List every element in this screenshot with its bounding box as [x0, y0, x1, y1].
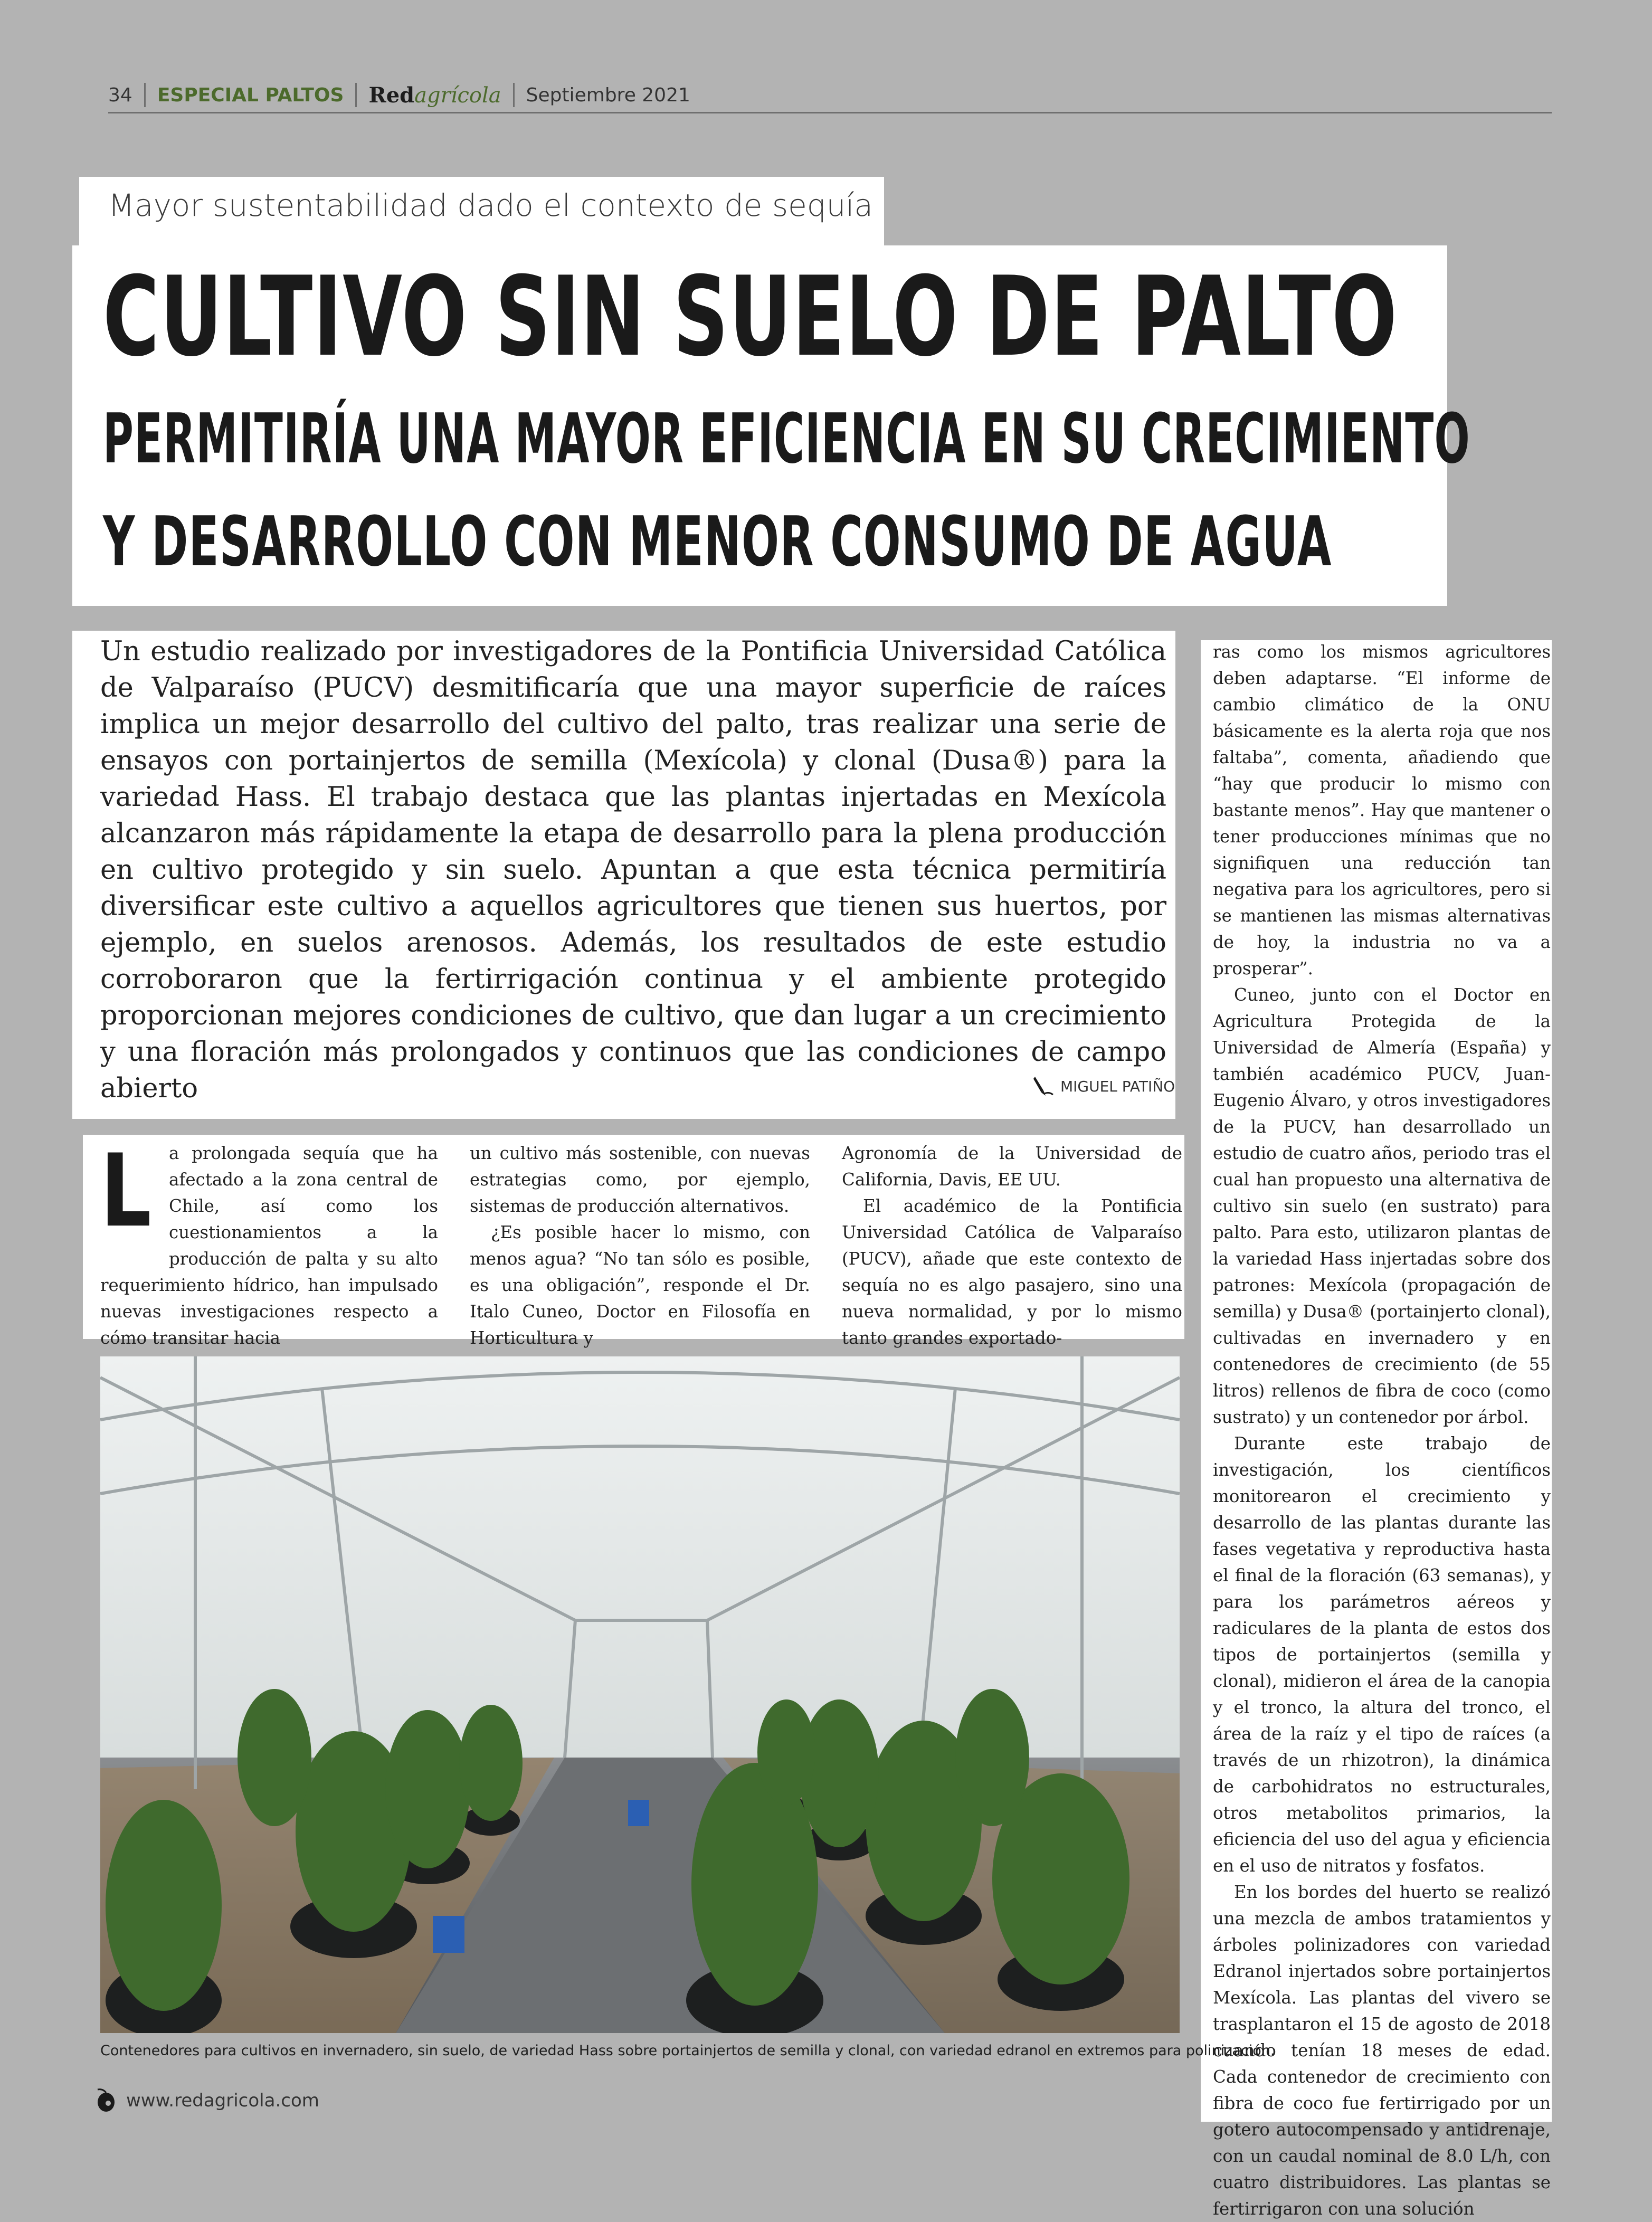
photo-caption: Contenedores para cultivos en invernadero, sin suelo, de variedad Hass sobre portainjertos de semilla y clonal, con variedad edranol en extremos para polinización. [100, 2043, 1275, 2059]
byline [1032, 1075, 1175, 1098]
pen-icon [1032, 1075, 1055, 1098]
page-number: 34 [108, 84, 132, 106]
body-paragraph: ¿Es posible hacer lo mismo, con menos agua? “No tan sólo es posible, es una obligación”, responde el Dr. Italo Cuneo, Doctor en Filosofía en Horticultura y [470, 1222, 810, 1348]
issue-date: Septiembre 2021 [526, 84, 690, 106]
lead-paragraph: Un estudio realizado por investigadores de la Pontificia Universidad Católica de Valparaíso (PUCV) desmitificaría que una mayor superficie de raíces implica un mejor desarrollo del cultivo del palto, tras realizar una serie de ensayos con portainjertos de semilla (Mexícola) y clonal (Dusa®) para la variedad Hass. El trabajo destaca que las plantas injertadas en Mexícola alcanzaron más rápidamente la etapa de desarrollo para la plena producción en cultivo protegido y sin suelo. Apuntan a que esta técnica permitiría diversificar este cultivo a aquellos agricultores que tienen sus huertos, por ejemplo, en suelos arenosos. Además, los resultados de este estudio corroboraron que la fertirrigación continua y el ambiente protegido proporcionan mejores condiciones de cultivo, que dan lugar a un crecimiento y una floración más prolongados y continuos que las condiciones de campo abierto [100, 636, 1166, 1104]
article-subtitle-line1: PERMITIRÍA UNA MAYOR EFICIENCIA EN SU CRECIMIENTO [103, 398, 1470, 479]
body-paragraph: Agronomía de la Universidad de California, Davis, EE UU. [842, 1143, 1182, 1190]
kicker: Mayor sustentabilidad dado el contexto de sequía [108, 187, 874, 223]
running-header [108, 78, 1552, 113]
section-label: ESPECIAL PALTOS [157, 84, 344, 106]
body-paragraph: Durante este trabajo de investigación, los científicos monitorearon el crecimiento y desarrollo de las plantas durante las fases vegetativa y reproductiva hasta el final de la floración (63 semanas), y para los parámetros aéreos y radiculares de la planta de estos dos tipos de portainjertos (semilla y clonal), midieron el área de la canopia y el tronco, la altura del tronco, el área de la raíz y el tipo de raíces (a través de un rhizotron), la dinámica de carbohidratos no estructurales, otros metabolitos primarios, la eficiencia del uso del agua y eficiencia en el uso de nitratos y fosfatos. [1213, 1433, 1551, 1876]
body-column-3 [842, 1140, 1182, 1351]
header-divider [355, 83, 357, 107]
drop-cap: L [100, 1133, 151, 1249]
body-paragraph: En los bordes del huerto se realizó una mezcla de ambos tratamientos y árboles polinizadores con variedad Edranol injertados sobre portainjertos Mexícola. Las plantas del vivero se trasplantaron el 15 de agosto de 2018 cuando tenían 18 meses de edad. Cada contenedor de crecimiento con fibra de coco fue fertirrigado por un gotero autocompensado y antidrenaje, con un caudal nominal de 8.0 L/h, con cuatro distribuidores. Las plantas se fertirrigaron con una solución [1213, 1882, 1551, 2219]
body-paragraph: un cultivo más sostenible, con nuevas estrategias como, por ejemplo, sistemas de producción alternativos. [470, 1143, 810, 1216]
body-paragraph: a prolongada sequía que ha afectado a la zona central de Chile, así como los cuestionamientos a la producción de palta y su alto requerimiento hídrico, han impulsado nuevas investigaciones respecto a cómo transitar hacia [100, 1143, 438, 1348]
publication-logo: Redagrícola [368, 82, 501, 108]
author-name: MIGUEL PATIÑO [1060, 1077, 1175, 1095]
header-divider [144, 83, 146, 107]
article-subtitle-line2: Y DESARROLLO CON MENOR CONSUMO DE AGUA [103, 501, 1332, 582]
body-paragraph: El académico de la Pontificia Universidad Católica de Valparaíso (PUCV), añade que este contexto de sequía no es algo pasajero, sino una nueva normalidad, y por lo mismo tanto grandes exportado- [842, 1196, 1182, 1348]
article-title: CULTIVO SIN SUELO DE PALTO [103, 253, 1398, 381]
header-divider [513, 83, 515, 107]
body-column-1 [100, 1133, 438, 1351]
body-paragraph: Cuneo, junto con el Doctor en Agricultura Protegida de la Universidad de Almería (España) y también académico PUCV, Juan-Eugenio Álvaro, y otros investigadores de la PUCV, han desarrollado un estudio de cuatro años, periodo tras el cual han propuesto una alternativa de cultivo sin suelo (en sustrato) para palto. Para esto, utilizaron plantas de la variedad Hass injertadas sobre dos patrones: Mexícola (propagación de semilla) y Dusa® (portainjerto clonal), cultivadas en invernadero y en contenedores de crecimiento (de 55 litros) rellenos de fibra de coco (como sustrato) y un contenedor por árbol. [1213, 985, 1551, 1427]
body-column-2 [470, 1140, 810, 1351]
greenhouse-photo [100, 1356, 1180, 2033]
website-url[interactable]: www.redagricola.com [126, 2090, 319, 2111]
leaf-logo-icon [92, 2087, 119, 2114]
body-paragraph: ras como los mismos agricultores deben adaptarse. “El informe de cambio climático de la ONU básicamente es la alerta roja que nos faltaba”, comenta, añadiendo que “hay que producir lo mismo con bastante menos”. Hay que mantener o tener producciones mínimas que no signifiquen una reducción tan negativa para los agricultores, pero si se mantienen las mismas alternativas de hoy, la industria no va a prosperar”. [1213, 642, 1551, 979]
footer [92, 2087, 319, 2114]
body-column-4 [1213, 639, 1551, 2222]
greenhouse-illustration [100, 1356, 1180, 2033]
